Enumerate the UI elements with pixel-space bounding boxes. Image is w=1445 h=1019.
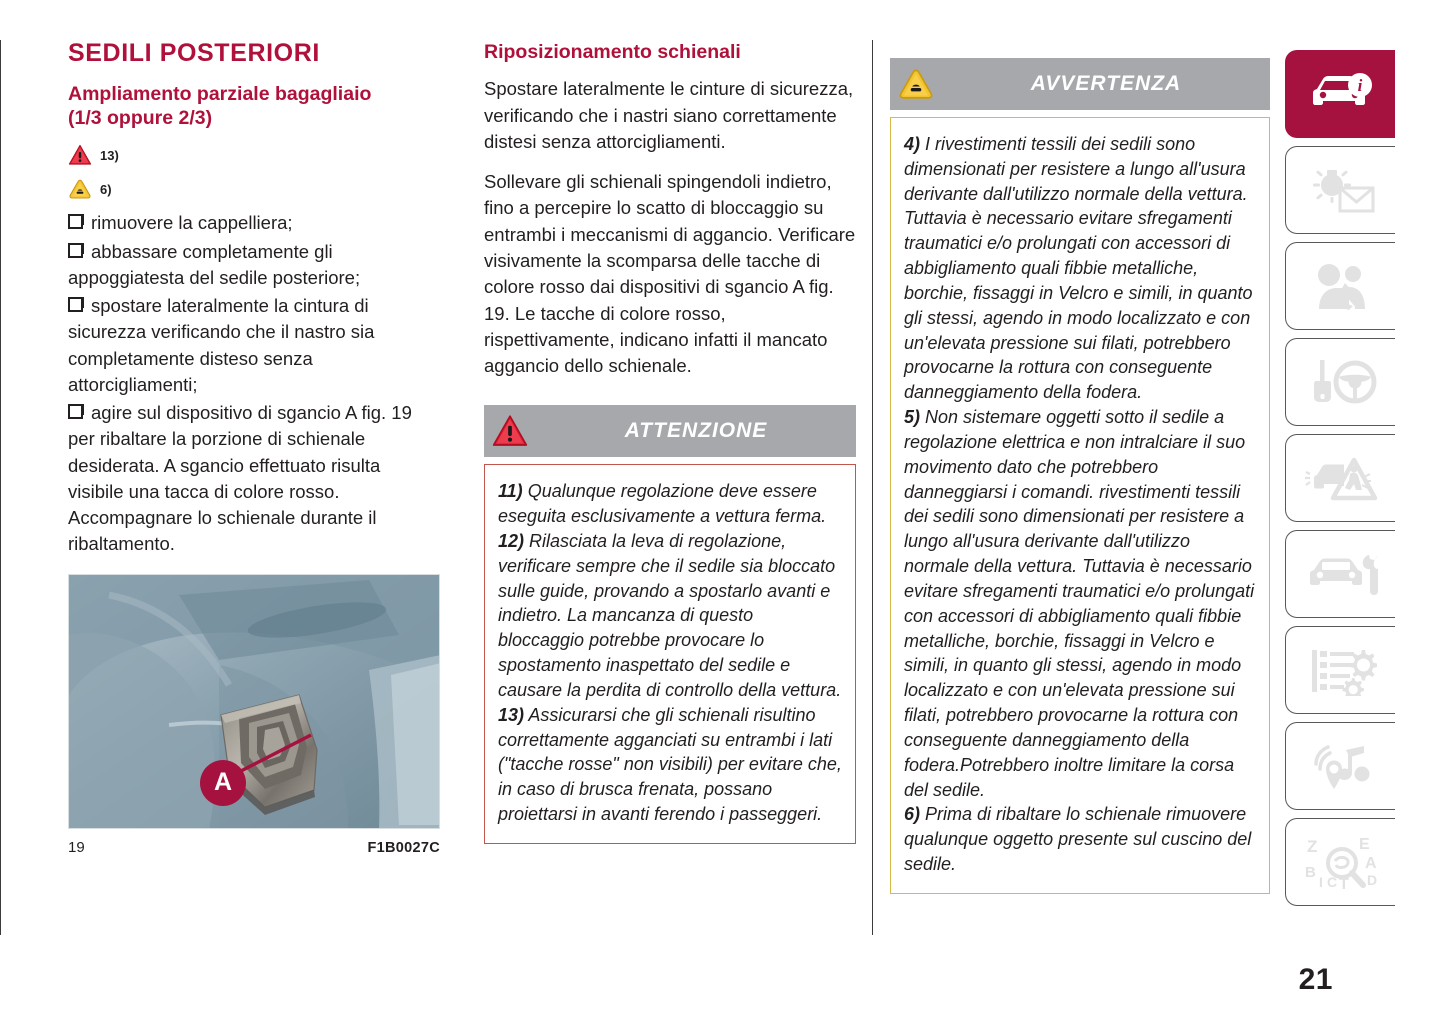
page-title: SEDILI POSTERIORI [68, 39, 320, 67]
column-three [890, 40, 1270, 894]
figure-number: 19 [68, 838, 85, 856]
seatbelt-passenger-icon [1305, 259, 1377, 313]
note-ref-label: 13) [100, 147, 119, 163]
note-ref-label: 6) [100, 181, 112, 197]
note-ref-6 [68, 176, 440, 202]
figure-code: F1B0027C [367, 839, 440, 856]
chapter-tab-rail [1285, 50, 1395, 914]
car-wrench-icon [1304, 551, 1378, 597]
column-one [68, 40, 440, 856]
list-item [68, 210, 440, 236]
tab-starting-driving[interactable] [1285, 338, 1395, 426]
avvertenza-note [904, 802, 1256, 876]
figure-19 [68, 574, 440, 856]
section-subtitle-line1: Ampliamento parziale bagagliaio [68, 82, 372, 105]
avvertenza-note-text: Prima di ribaltare lo schienale rimuovere qualunque oggetto presente sul cuscino del sedile. [904, 804, 1252, 875]
list-item [68, 239, 440, 292]
paragraph: Sollevare gli schienali spingendoli indietro, fino a percepire lo scatto di bloccaggio su entrambi i meccanismi di aggancio. Verificare visivamente la scomparsa delle tacche di colore rosso dai dispositivi di sgancio A fig. 19. Le tacche di colore rosso, rispettivamente, indicano infatti il mancato aggancio dello schienale. [484, 171, 856, 377]
avvertenza-box [890, 58, 1270, 894]
tab-multimedia[interactable] [1285, 722, 1395, 810]
amber-caution-triangle-icon [890, 58, 942, 110]
attention-box [484, 405, 856, 844]
list-item-text: abbassare completamente gli appoggiatesta del sedile posteriore; [68, 240, 361, 288]
attention-note-number: 11) [498, 481, 523, 502]
red-warning-triangle-icon [68, 144, 92, 166]
note-ref-13 [68, 142, 440, 168]
procedure-bullet-list [68, 210, 440, 557]
list-item-text: agire sul dispositivo di sgancio A fig. 19 per ribaltare la porzione di schienale desiderata. A sgancio effettuato risulta visibile una tacca di colore rosso. Accompagnare lo schienale durante il ribaltamento. [68, 402, 412, 555]
avvertenza-box-header [890, 58, 1270, 110]
red-warning-triangle-icon [484, 405, 536, 457]
square-bullet-icon [68, 297, 83, 312]
svg-text:E: E [1358, 836, 1370, 853]
attention-box-body [484, 464, 856, 844]
list-item-text: spostare lateralmente la cintura di sicurezza verificando che il nastro sia completamente disteso senza attorcigliamenti; [68, 295, 375, 395]
avvertenza-note-number: 6) [904, 804, 921, 825]
section-subtitle-line2: (1/3 oppure 2/3) [68, 106, 213, 129]
amber-caution-triangle-icon [68, 178, 92, 200]
key-steering-wheel-icon [1305, 355, 1377, 409]
avvertenza-note-text: I rivestimenti tessili dei sedili sono dimensionati per resistere a lungo all'usura derivante dall'utilizzo normale della vettura. Tuttavia è necessario evitare sfregamenti traumatici e/o prolungati con accessori di abbigliamento quali fibbie metalliche, borchie, fissaggi in Velcro e simili, in quanto gli stessi, agendo in modo localizzato e con un'elevata pressione sui filati, potrebbero provocarne la rottura con conseguente danneggiamento della fodera. [904, 134, 1253, 403]
avvertenza-box-body [890, 117, 1270, 894]
tab-emergency[interactable] [1285, 434, 1395, 522]
attention-box-header [484, 405, 856, 457]
svg-text:i: i [1357, 76, 1362, 95]
square-bullet-icon [68, 214, 83, 229]
attention-title-bar [536, 405, 856, 457]
avvertenza-note-text: Non sistemare oggetti sotto il sedile a regolazione elettrica e non intralciare il suo movimento dato che potrebbero danneggiarsi i comandi. rivestimenti tessili dei sedili sono dimensionati per resistere a lungo all'usura derivante dall'utilizzo normale della vettura. Tuttavia è necessario evitare sfregamenti traumatici e/o prolungati con accessori di abbigliamento quali fibbie metalliche, borchie, fissaggi in Velcro e simili, in quanto gli stessi, agendo in modo localizzato e con un'elevata pressione sui filati, potrebbero provocarne la rottura con conseguente danneggiamento della fodera.Potrebbero inoltre limitare la corsa del sedile. [904, 407, 1255, 800]
list-item-text: rimuovere la cappelliera; [91, 212, 293, 234]
attention-note-text: Assicurarsi che gli schienali risultino correttamente agganciati su entrambi i lati ("tacche rosse" non visibili) per evitare che, in caso di brusca frenata, possano proiettarsi in avanti ferendo i passeggeri. [498, 704, 842, 825]
svg-text:C: C [1326, 874, 1337, 889]
avvertenza-note-number: 5) [904, 407, 921, 428]
section-title-riposizionamento: Riposizionamento schienali [484, 41, 741, 63]
attention-note-number: 12) [498, 530, 525, 551]
svg-text:Z: Z [1306, 837, 1317, 856]
avvertenza-title-bar [942, 58, 1270, 110]
attention-note [498, 479, 842, 529]
tab-maintenance[interactable] [1285, 530, 1395, 618]
tab-car-info[interactable] [1285, 50, 1395, 138]
square-bullet-icon [68, 243, 83, 258]
square-bullet-icon [68, 404, 83, 419]
svg-text:I: I [1318, 874, 1323, 889]
paragraph: Spostare lateralmente le cinture di sicurezza, verificando che i nastri siano correttamente distesi senza attorcigliamenti. [484, 78, 854, 152]
column-divider-2 [872, 40, 873, 935]
attention-note-text: Rilasciata la leva di regolazione, verificare sempre che il sedile sia bloccato sulle guide, provando a spostarlo avanti e indietro. La mancanza di questo bloccaggio potrebbe provocare lo spostamento inaspettato del sedile e causare la perdita di controllo della vettura. [498, 530, 842, 700]
lamp-envelope-icon [1305, 164, 1377, 216]
list-item [68, 400, 440, 558]
figure-caption [68, 839, 440, 856]
attention-note-text: Qualunque regolazione deve essere eseguita esclusivamente a vettura ferma. [498, 481, 827, 527]
avvertenza-note [904, 132, 1256, 405]
tab-lights-wipers[interactable] [1285, 146, 1395, 234]
callout-leader-line [237, 732, 317, 774]
attention-note [498, 529, 842, 703]
music-signal-icon [1306, 740, 1376, 792]
column-two [484, 40, 856, 844]
page-number: 21 [1298, 963, 1333, 996]
svg-text:T: T [1338, 876, 1349, 889]
tab-technical-specs[interactable] [1285, 626, 1395, 714]
car-info-icon [1305, 69, 1377, 119]
document-gears-icon [1304, 644, 1378, 696]
car-hazard-triangle-icon [1304, 452, 1378, 504]
column-divider-1 [0, 40, 1, 935]
list-item [68, 293, 440, 398]
svg-text:A: A [1364, 855, 1377, 872]
attention-note [498, 703, 842, 827]
tab-safety[interactable] [1285, 242, 1395, 330]
figure-image-seat-release [68, 574, 440, 829]
callout-label-a: A [200, 760, 246, 806]
attention-title: ATTENZIONE [624, 419, 768, 443]
svg-text:D: D [1366, 872, 1377, 888]
avvertenza-note-number: 4) [904, 134, 921, 154]
svg-text:B: B [1304, 864, 1316, 881]
alphabet-magnifier-icon [1303, 835, 1379, 889]
tab-index[interactable] [1285, 818, 1395, 906]
attention-note-number: 13) [498, 704, 525, 725]
avvertenza-title: AVVERTENZA [1030, 72, 1182, 95]
avvertenza-note [904, 405, 1256, 802]
